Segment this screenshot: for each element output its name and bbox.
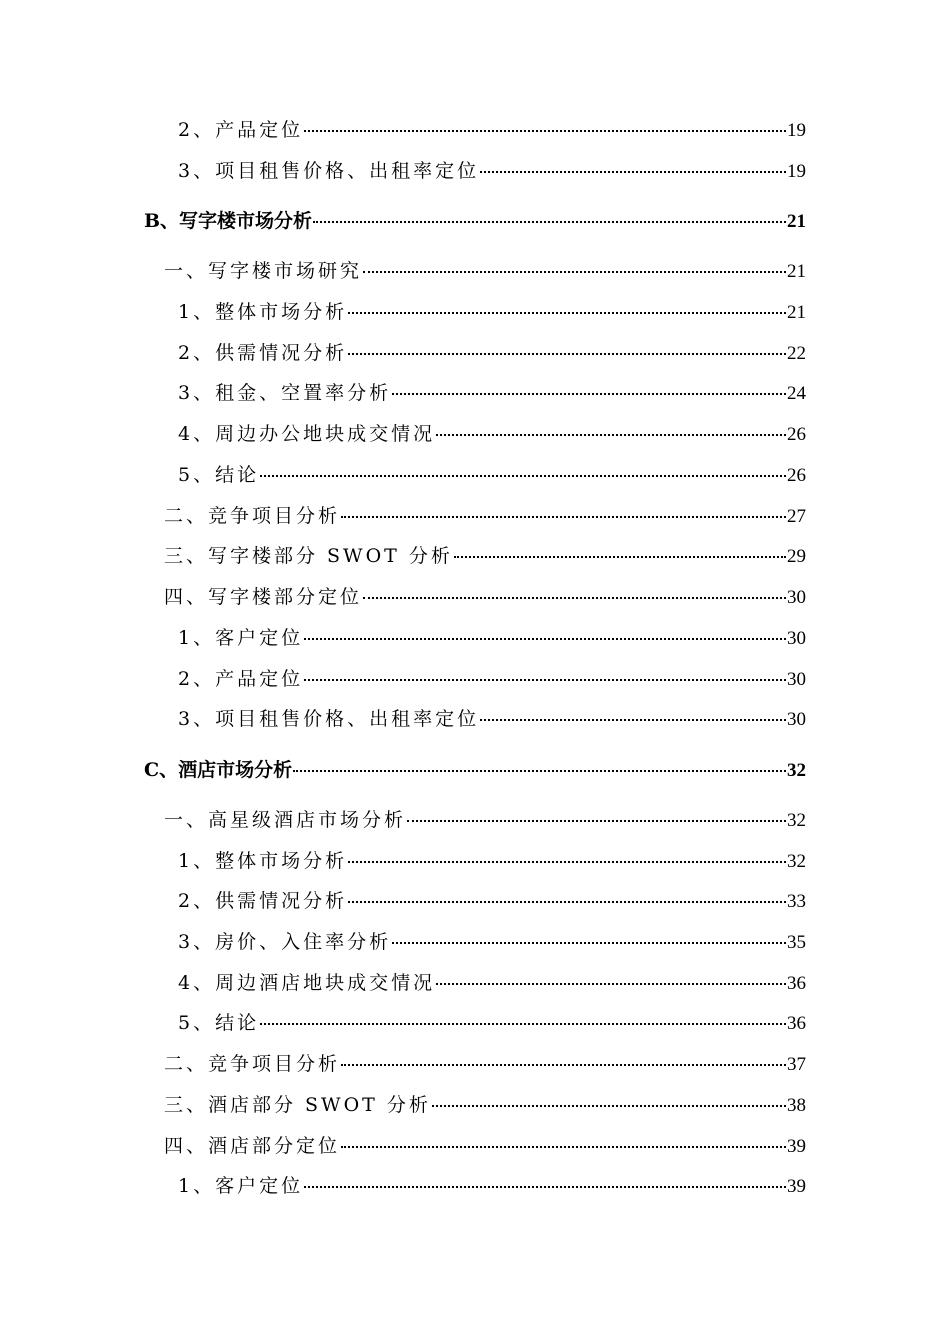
toc-page-number: 30 [787,669,806,690]
toc-entry[interactable] [164,259,806,284]
toc-leader-dots [363,597,786,599]
toc-leader-dots [480,171,786,173]
toc-page-number: 32 [787,760,806,781]
toc-page-number: 21 [787,302,806,323]
toc-page-number: 19 [787,120,806,141]
toc-entry[interactable] [178,889,806,914]
toc-entry[interactable] [164,1093,806,1118]
toc-page-number: 39 [787,1136,806,1157]
toc-page-number: 26 [787,465,806,486]
toc-leader-dots [304,1186,786,1188]
toc-leader-dots [304,679,786,681]
toc-entry-title: 5、结论 [178,1012,260,1034]
toc-entry-title: 2、产品定位 [178,119,304,141]
toc-entry-title: 5、结论 [178,464,260,486]
toc-entry-title: 四、酒店部分定位 [164,1135,341,1157]
toc-entry-title: 3、项目租售价格、出租率定位 [178,708,480,730]
toc-leader-dots [341,516,786,518]
toc-page-number: 22 [787,343,806,364]
toc-leader-dots [407,820,786,822]
toc-page-number: 32 [787,810,806,831]
toc-page-number: 36 [787,973,806,994]
toc-leader-dots [363,271,786,273]
toc-entry-title: 二、竞争项目分析 [164,505,341,527]
toc-entry-title: 一、写字楼市场研究 [164,260,363,282]
toc-entry-title: 4、周边办公地块成交情况 [178,423,436,445]
toc-leader-dots [293,770,786,772]
toc-entry-title: B、写字楼市场分析 [144,210,313,232]
toc-entry[interactable] [178,707,806,732]
toc-entry[interactable] [164,1134,806,1159]
toc-entry-title: 2、供需情况分析 [178,342,348,364]
toc-entry-title: 4、周边酒店地块成交情况 [178,972,436,994]
toc-entry-title: 2、产品定位 [178,668,304,690]
toc-entry-title: C、酒店市场分析 [144,759,293,781]
toc-section-heading[interactable] [144,758,806,783]
toc-entry[interactable] [178,626,806,651]
toc-leader-dots [304,130,786,132]
toc-leader-dots [313,221,786,223]
toc-page-number: 30 [787,628,806,649]
toc-entry[interactable] [178,930,806,955]
toc-entry-title: 1、整体市场分析 [178,301,348,323]
toc-page-number: 27 [787,506,806,527]
toc-entry[interactable] [178,1011,806,1036]
toc-entry[interactable] [178,159,806,184]
toc-entry[interactable] [178,667,806,692]
toc-leader-dots [348,901,786,903]
toc-leader-dots [260,1023,786,1025]
toc-page-number: 24 [787,383,806,404]
toc-entry-title: 三、写字楼部分 SWOT 分析 [164,545,453,567]
toc-entry[interactable] [178,849,806,874]
toc-entry[interactable] [164,585,806,610]
toc-leader-dots [392,942,786,944]
toc-entry-title: 1、整体市场分析 [178,850,348,872]
toc-leader-dots [436,434,786,436]
toc-entry[interactable] [164,544,806,569]
toc-page-number: 33 [787,891,806,912]
toc-page-number: 35 [787,932,806,953]
toc-page-number: 36 [787,1013,806,1034]
toc-leader-dots [436,983,786,985]
toc-page-number: 21 [787,261,806,282]
toc-section-heading[interactable] [144,209,806,234]
toc-entry-title: 二、竞争项目分析 [164,1053,341,1075]
toc-page-number: 29 [787,546,806,567]
toc-page-number: 38 [787,1095,806,1116]
toc-entry[interactable] [178,422,806,447]
toc-entry-title: 3、房价、入住率分析 [178,931,392,953]
toc-page-number: 19 [787,161,806,182]
toc-leader-dots [480,719,786,721]
toc-entry[interactable] [178,1174,806,1199]
toc-entry-title: 四、写字楼部分定位 [164,586,363,608]
toc-entry-title: 3、租金、空置率分析 [178,382,392,404]
toc-entry[interactable] [164,1052,806,1077]
toc-entry-title: 一、高星级酒店市场分析 [164,809,407,831]
toc-entry[interactable] [164,808,806,833]
toc-entry-title: 2、供需情况分析 [178,890,348,912]
toc-leader-dots [348,312,786,314]
toc-entry-title: 1、客户定位 [178,1175,304,1197]
toc-leader-dots [348,861,786,863]
toc-entry[interactable] [178,381,806,406]
toc-entry[interactable] [178,300,806,325]
toc-page-number: 32 [787,851,806,872]
toc-entry-title: 1、客户定位 [178,627,304,649]
toc-leader-dots [454,556,786,558]
toc-leader-dots [348,353,786,355]
toc-page-number: 26 [787,424,806,445]
toc-entry-title: 3、项目租售价格、出租率定位 [178,160,480,182]
toc-entry[interactable] [164,504,806,529]
toc-entry[interactable] [178,463,806,488]
toc-page-number: 21 [787,211,806,232]
toc-entry[interactable] [178,971,806,996]
toc-leader-dots [304,638,786,640]
toc-page-number: 30 [787,587,806,608]
toc-entry[interactable] [178,118,806,143]
toc-page-number: 30 [787,709,806,730]
toc-page-number: 37 [787,1054,806,1075]
toc-leader-dots [260,475,786,477]
toc-entry[interactable] [178,341,806,366]
toc-leader-dots [392,393,786,395]
toc-page-number: 39 [787,1176,806,1197]
toc-leader-dots [341,1064,786,1066]
toc-leader-dots [341,1146,786,1148]
toc-leader-dots [432,1105,786,1107]
toc-entry-title: 三、酒店部分 SWOT 分析 [164,1094,431,1116]
